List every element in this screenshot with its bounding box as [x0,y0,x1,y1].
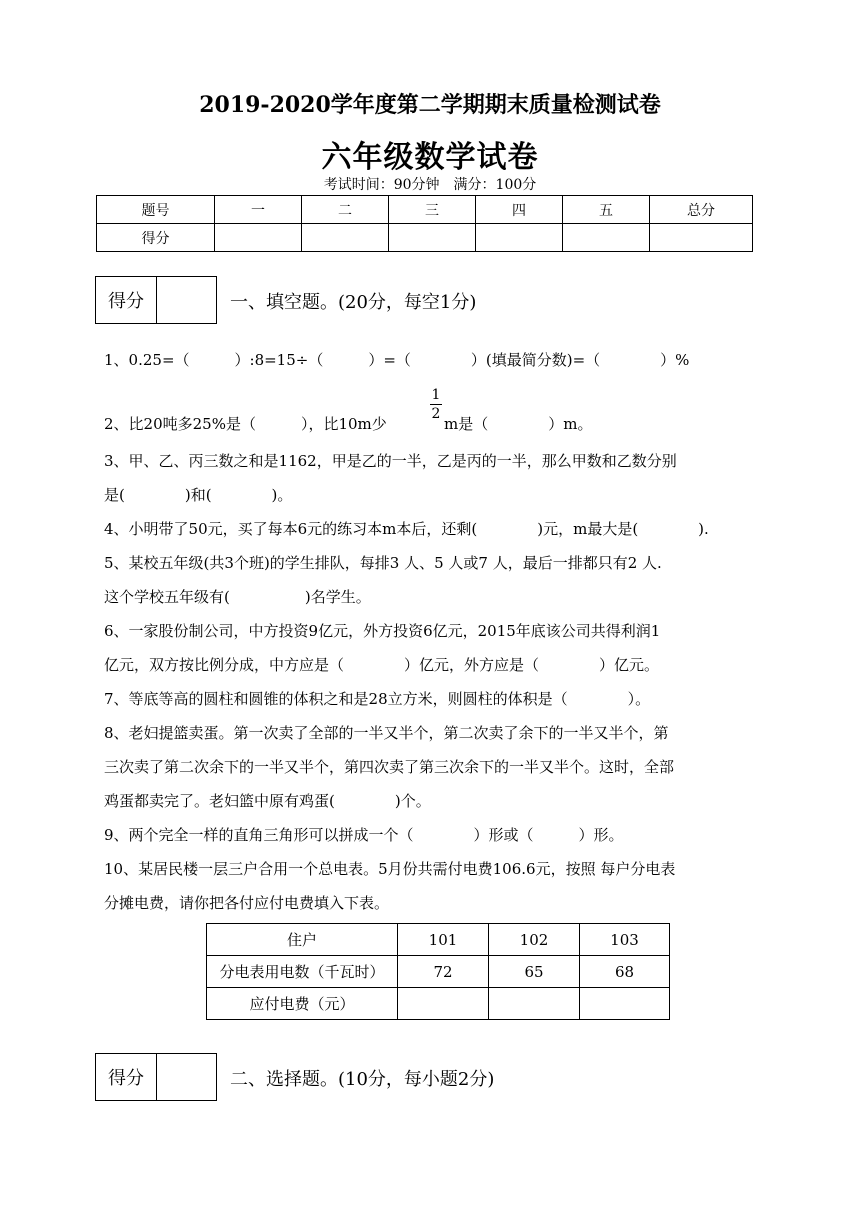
score-header-cell: 三 [389,196,476,224]
elec-fee-cell[interactable] [398,988,489,1020]
elec-usage-cell: 72 [398,956,489,988]
score-cell[interactable] [302,224,389,252]
question-8-line-2: 三次卖了第二次余下的一半又半个，第四次卖了第三次余下的一半又半个。这时，全部 [104,758,675,776]
section2-score-field[interactable] [157,1054,216,1100]
section1-heading: 一、填空题。(20分，每空1分) [230,292,477,313]
question-6-line-2: 亿元，双方按比例分成，中方应是（ ）亿元，外方应是（ ）亿元。 [104,656,660,674]
exam-subtitle: 六年级数学试卷 [321,140,539,175]
question-2-fraction [430,387,442,422]
score-cell[interactable] [215,224,302,252]
score-header-cell: 一 [215,196,302,224]
elec-header-cell: 103 [580,924,670,956]
question-1: 1、0.25=（ ）:8=15÷（ ）=（ ）(填最简分数)=（ ）% [104,351,690,369]
score-cell[interactable] [563,224,650,252]
section2-score-box [95,1053,217,1101]
elec-usage-label: 分电表用电数（千瓦时） [207,956,398,988]
elec-fee-cell[interactable] [580,988,670,1020]
score-cell[interactable] [389,224,476,252]
question-8-line-1: 8、老妇提篮卖蛋。第一次卖了全部的一半又半个，第二次卖了余下的一半又半个，第 [104,724,669,742]
score-table-header-row [97,196,753,224]
section1-score-box [95,276,217,324]
elec-header-cell: 101 [398,924,489,956]
question-9: 9、两个完全一样的直角三角形可以拼成一个（ ）形或（ ）形。 [104,826,624,844]
question-10-line-1: 10、某居民楼一层三户合用一个总电表。5月份共需付电费106.6元，按照 每户分电表 [104,860,676,878]
elec-header-cell: 102 [489,924,580,956]
section1-score-label: 得分 [96,277,157,323]
question-6-line-1: 6、一家股份制公司，中方投资9亿元，外方投资6亿元，2015年底该公司共得利润1 [104,622,661,640]
score-header-cell: 题号 [97,196,215,224]
exam-full-score: 满分：100分 [453,177,537,193]
score-cell[interactable] [650,224,753,252]
elec-usage-cell: 68 [580,956,670,988]
question-8-line-3: 鸡蛋都卖完了。老妇篮中原有鸡蛋( )个。 [104,792,431,810]
section1-score-field[interactable] [157,277,216,323]
electricity-table [206,923,670,1020]
fraction-bar [430,404,442,405]
score-header-cell: 五 [563,196,650,224]
question-5-line-2: 这个学校五年级有( )名学生。 [104,588,371,606]
fraction-denominator: 2 [431,406,441,422]
score-header-cell: 四 [476,196,563,224]
question-2-part-a: 2、比20吨多25%是（ ），比10m少 [104,415,387,433]
question-3-line-1: 3、甲、乙、丙三数之和是1162，甲是乙的一半，乙是丙的一半，那么甲数和乙数分别 [104,452,677,470]
electricity-fee-row [207,988,670,1020]
elec-header-cell: 住户 [207,924,398,956]
section2-heading: 二、选择题。(10分，每小题2分) [230,1069,495,1090]
exam-time: 考试时间：90分钟 [323,177,440,193]
fraction-numerator: 1 [431,387,441,403]
elec-fee-label: 应付电费（元） [207,988,398,1020]
question-7: 7、等底等高的圆柱和圆锥的体积之和是28立方米，则圆柱的体积是（ ）。 [104,690,651,708]
question-2-part-b: m是（ ）m。 [444,415,593,433]
question-5-line-1: 5、某校五年级(共3个班)的学生排队，每排3 人、5 人或7 人，最后一排都只有2 人. [104,554,662,572]
electricity-header-row [207,924,670,956]
question-4: 4、小明带了50元，买了每本6元的练习本m本后，还剩( )元，m最大是( ). [104,520,709,538]
question-3-line-2: 是( )和( )。 [104,486,293,504]
exam-info [0,174,860,194]
elec-usage-cell: 65 [489,956,580,988]
question-10-line-2: 分摊电费，请你把各付应付电费填入下表。 [104,894,390,912]
score-header-cell: 总分 [650,196,753,224]
score-row-label: 得分 [97,224,215,252]
exam-title: 2019-2020学年度第二学期期末质量检测试卷 [199,92,661,118]
score-header-cell: 二 [302,196,389,224]
score-table [96,195,753,252]
elec-fee-cell[interactable] [489,988,580,1020]
score-table-score-row [97,224,753,252]
score-cell[interactable] [476,224,563,252]
section2-score-label: 得分 [96,1054,157,1100]
electricity-usage-row [207,956,670,988]
